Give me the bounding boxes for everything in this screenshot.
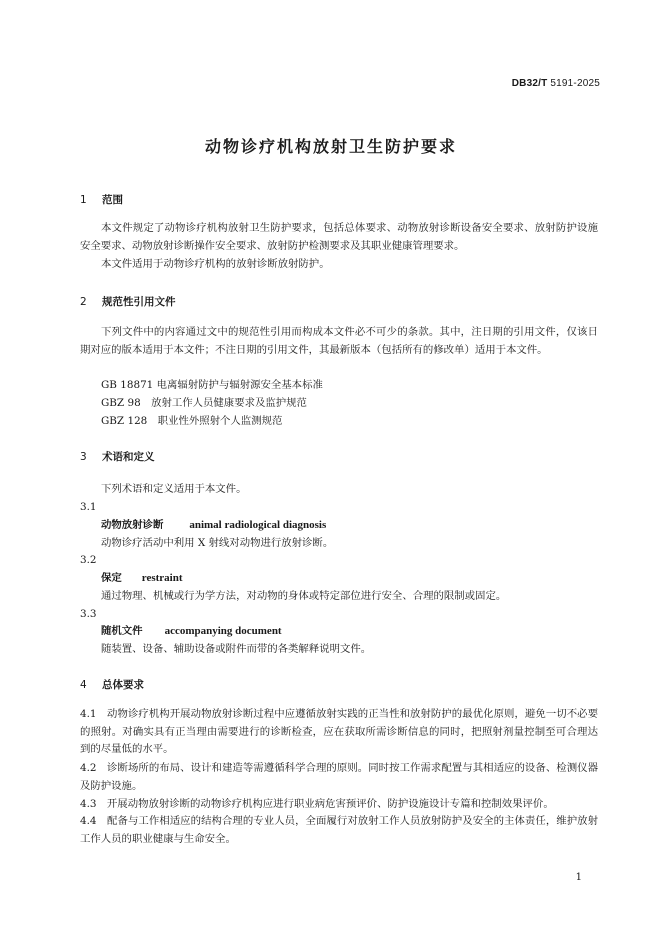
- term-number: 3.3: [80, 608, 97, 620]
- section-1-heading: [80, 192, 123, 207]
- section-number: 2: [80, 296, 87, 308]
- terms-intro: 下列术语和定义适用于本文件。: [101, 483, 247, 495]
- section-4-heading: [80, 677, 144, 692]
- term-en: accompanying document: [164, 625, 282, 637]
- term-definition: 通过物理、机械或行为学方法，对动物的身体或特定部位进行安全、合理的限制或固定。: [101, 590, 507, 602]
- term-number: 3.2: [80, 554, 97, 566]
- reference-item: GBZ 98 放射工作人员健康要求及监护规范: [101, 397, 307, 409]
- section-title: 规范性引用文件: [102, 296, 176, 308]
- item-number: 4.1: [80, 708, 97, 720]
- document-title: 动物诊疗机构放射卫生防护要求: [204, 137, 457, 156]
- requirement-item: [80, 813, 598, 848]
- term-zh: 保定: [101, 572, 122, 584]
- section-number: 1: [80, 194, 87, 206]
- term-en: restraint: [141, 572, 183, 584]
- requirement-item: [80, 760, 598, 795]
- term-definition: 动物诊疗活动中利用 X 射线对动物进行放射诊断。: [101, 537, 334, 549]
- page-number: 1: [575, 872, 582, 883]
- term-heading: [101, 569, 183, 584]
- reference-item: GB 18871 电离辐射防护与辐射源安全基本标准: [101, 379, 323, 391]
- section-number: 3: [80, 451, 87, 463]
- item-number: 4.3: [80, 798, 97, 810]
- term-definition: 随装置、设备、辅助设备或附件而带的各类解释说明文件。: [101, 643, 372, 655]
- normative-refs-paragraph: 下列文件中的内容通过文中的规范性引用而构成本文件必不可少的条款。其中，注日期的引用文件，仅该日期对应的版本适用于本文件；不注日期的引用文件，其最新版本（包括所有的修改单）适用于本文件。: [80, 326, 598, 356]
- document-id: [512, 78, 600, 89]
- item-text: 动物诊疗机构开展动物放射诊断过程中应遵循放射实践的正当性和放射防护的最优化原则，避免一切不必要的照射。对确实具有正当理由需要进行的诊断检查，应在获取所需诊断信息的同时，把照射剂量控制至可合理达到的尽量低的水平。: [80, 708, 599, 755]
- item-text: 诊断场所的布局、设计和建造等需遵循科学合理的原则。同时按工作需求配置与其相适应的设备、检测仪器及防护设施。: [80, 762, 599, 792]
- term-zh: 动物放射诊断: [101, 519, 164, 531]
- requirement-item: [80, 706, 598, 759]
- item-text: 配备与工作相适应的结构合理的专业人员，全面履行对放射工作人员放射防护及安全的主体责任，维护放射工作人员的职业健康与生命安全。: [80, 815, 599, 845]
- section-3-heading: [80, 449, 155, 464]
- scope-paragraph-2: 本文件适用于动物诊疗机构的放射诊断放射防护。: [101, 258, 330, 270]
- section-number: 4: [80, 679, 87, 691]
- term-en: animal radiological diagnosis: [189, 519, 327, 531]
- section-title: 术语和定义: [102, 451, 155, 463]
- section-title: 范围: [102, 194, 123, 206]
- reference-item: GBZ 128 职业性外照射个人监测规范: [101, 415, 283, 427]
- term-heading: [101, 622, 282, 637]
- term-zh: 随机文件: [101, 625, 143, 637]
- item-text: 开展动物放射诊断的动物诊疗机构应进行职业病危害预评价、防护设施设计专篇和控制效果评价。: [106, 798, 554, 810]
- item-number: 4.4: [80, 815, 97, 827]
- doc-id-number: 5191-2025: [550, 78, 600, 89]
- term-heading: [101, 516, 326, 531]
- term-number: 3.1: [80, 501, 97, 513]
- scope-paragraph-1: 本文件规定了动物诊疗机构放射卫生防护要求，包括总体要求、动物放射诊断设备安全要求、放射防护设施安全要求、动物放射诊断操作安全要求、放射防护检测要求及其职业健康管理要求。: [80, 222, 598, 252]
- item-number: 4.2: [80, 762, 97, 774]
- doc-id-prefix: DB32/T: [511, 78, 548, 89]
- section-2-heading: [80, 294, 176, 309]
- requirement-item: [80, 796, 598, 814]
- section-title: 总体要求: [102, 679, 144, 691]
